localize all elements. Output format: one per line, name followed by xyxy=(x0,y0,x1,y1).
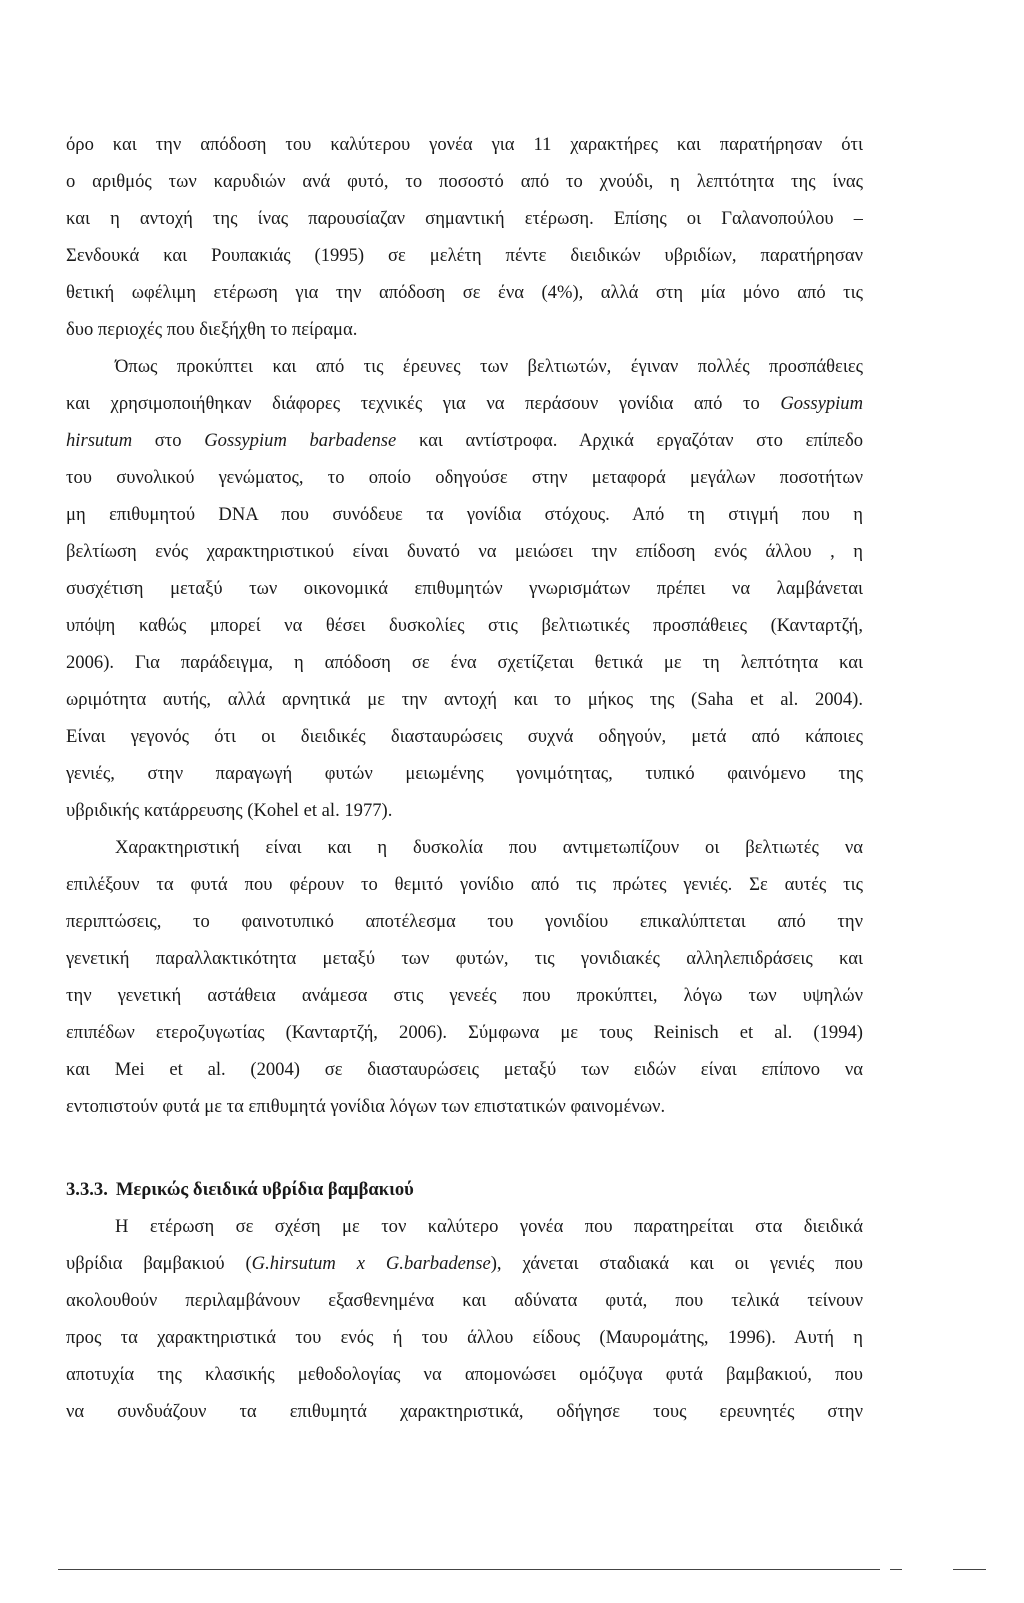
text-line: όρο και την απόδοση του καλύτερου γονέα για 11 χαρακτήρες και παρατήρησαν ότι xyxy=(66,134,863,155)
text-line: του συνολικού γενώματος, το οποίο οδηγούσε στην μεταφορά μεγάλων ποσοτήτων xyxy=(66,467,863,488)
text-span: υβρίδια βαμβακιού ( xyxy=(66,1253,252,1274)
text-span: στο xyxy=(154,430,182,451)
text-line: να συνδυάζουν τα επιθυμητά χαρακτηριστικά, οδήγησε τους ερευνητές στην xyxy=(66,1401,863,1422)
text-line xyxy=(66,422,863,459)
text-line: και Mei et al. (2004) σε διασταυρώσεις μεταξύ των ειδών είναι επίπονο να xyxy=(66,1059,863,1080)
text-line xyxy=(66,1245,863,1282)
text-line: περιπτώσεις, το φαινοτυπικό αποτέλεσμα του γονιδίου επικαλύπτεται από την xyxy=(66,911,863,932)
text-line: επιλέξουν τα φυτά που φέρουν το θεμιτό γονίδιο από τις πρώτες γενιές. Σε αυτές τις xyxy=(66,874,863,895)
text-line: αποτυχία της κλασικής μεθοδολογίας να απομονώσει ομόζυγα φυτά βαμβακιού, που xyxy=(66,1364,863,1385)
species-name: G.hirsutum x G.barbadense xyxy=(251,1253,491,1274)
text-span: και αντίστροφα. Αρχικά εργαζόταν στο επίπεδο xyxy=(418,430,863,451)
footer-rule xyxy=(890,1569,902,1570)
text-span: ), χάνεται σταδιακά και οι γενιές που xyxy=(490,1253,863,1274)
text-line: επιπέδων ετεροζυγωτίας (Κανταρτζή, 2006). Σύμφωνα με τους Reinisch et al. (1994) xyxy=(66,1022,863,1043)
text-line xyxy=(66,385,863,422)
text-line: θετική ωφέλιμη ετέρωση για την απόδοση σε ένα (4%), αλλά στη μία μόνο από τις xyxy=(66,282,863,303)
text-line: υβριδικής κατάρρευσης (Kohel et al. 1977). xyxy=(66,800,393,821)
text-line: Σενδουκά και Ρουπακιάς (1995) σε μελέτη πέντε διειδικών υβριδίων, παρατήρησαν xyxy=(66,245,863,266)
footer-rule xyxy=(953,1569,986,1570)
footer-rule xyxy=(58,1569,880,1570)
text-line: την γενετική αστάθεια ανάμεσα στις γενεές που προκύπτει, λόγω των υψηλών xyxy=(66,985,863,1006)
species-name: hirsutum xyxy=(66,430,133,451)
text-line: Η ετέρωση σε σχέση με τον καλύτερο γονέα που παρατηρείται στα διειδικά xyxy=(115,1216,863,1237)
text-line: Είναι γεγονός ότι οι διειδικές διασταυρώσεις συχνά οδηγούν, μετά από κάποιες xyxy=(66,726,863,747)
species-name: Gossypium barbadense xyxy=(204,430,397,451)
text-line: εντοπιστούν φυτά με τα επιθυμητά γονίδια λόγων των επιστατικών φαινομένων. xyxy=(66,1096,666,1117)
text-line: ο αριθμός των καρυδιών ανά φυτό, το ποσοστό από το χνούδι, η λεπτότητα της ίνας xyxy=(66,171,863,192)
text-line: μη επιθυμητού DNA που συνόδευε τα γονίδια στόχους. Από τη στιγμή που η xyxy=(66,504,863,525)
text-line: γενιές, στην παραγωγή φυτών μειωμένης γονιμότητας, τυπικό φαινόμενο της xyxy=(66,763,863,784)
text-line: γενετική παραλλακτικότητα μεταξύ των φυτών, τις γονιδιακές αλληλεπιδράσεις και xyxy=(66,948,863,969)
text-line: ακολουθούν περιλαμβάνουν εξασθενημένα και αδύνατα φυτά, που τελικά τείνουν xyxy=(66,1290,863,1311)
text-line: προς τα χαρακτηριστικά του ενός ή του άλλου είδους (Μαυρομάτης, 1996). Αυτή η xyxy=(66,1327,863,1348)
section-heading xyxy=(66,1171,863,1208)
text-line: υπόψη καθώς μπορεί να θέσει δυσκολίες στις βελτιωτικές προσπάθειες (Κανταρτζή, xyxy=(66,615,863,636)
species-name: Gossypium xyxy=(780,393,863,414)
text-line: Όπως προκύπτει και από τις έρευνες των βελτιωτών, έγιναν πολλές προσπάθειες xyxy=(115,356,863,377)
section-title: Μερικώς διειδικά υβρίδια βαμβακιού xyxy=(115,1179,414,1200)
text-line: συσχέτιση μεταξύ των οικονομικά επιθυμητών γνωρισμάτων πρέπει να λαμβάνεται xyxy=(66,578,863,599)
text-line: και η αντοχή της ίνας παρουσίαζαν σημαντική ετέρωση. Επίσης οι Γαλανοπούλου – xyxy=(66,208,863,229)
text-line: 2006). Για παράδειγμα, η απόδοση σε ένα σχετίζεται θετικά με τη λεπτότητα και xyxy=(66,652,863,673)
document-page xyxy=(66,126,863,1430)
section-number: 3.3.3. xyxy=(66,1179,108,1200)
text-line: δυο περιοχές που διεξήχθη το πείραμα. xyxy=(66,319,358,340)
text-span: και χρησιμοποιήθηκαν διάφορες τεχνικές για να περάσουν γονίδια από το xyxy=(66,393,760,414)
text-line: βελτίωση ενός χαρακτηριστικού είναι δυνατό να μειώσει την επίδοση ενός άλλου , η xyxy=(66,541,863,562)
text-line: Χαρακτηριστική είναι και η δυσκολία που αντιμετωπίζουν οι βελτιωτές να xyxy=(115,837,863,858)
text-line: ωριμότητα αυτής, αλλά αρνητικά με την αντοχή και το μήκος της (Saha et al. 2004). xyxy=(66,689,863,710)
